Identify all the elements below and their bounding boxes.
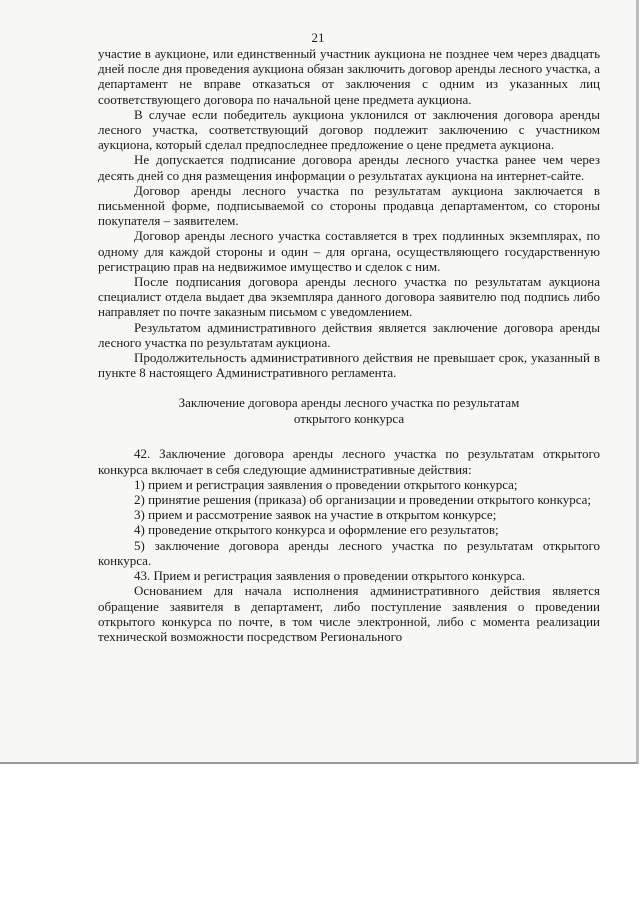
paragraph: Договор аренды лесного участка по результатам аукциона заключается в письменной форме, подписываемой со стороны продавца департаментом, со стороны покупателя – заявителем.: [98, 182, 600, 229]
list-item: 5) заключение договора аренды лесного участка по результатам открытого конкурса.: [98, 537, 600, 568]
list-item: 2) принятие решения (приказа) об организации и проведении открытого конкурса;: [134, 492, 592, 508]
paragraph: Договор аренды лесного участка составляется в трех подлинных экземплярах, по одному для каждой стороны и один – для органа, осуществляющего государственную регистрацию прав на недвижимое имущество и сделок с ним.: [98, 228, 600, 274]
list-item: 1) прием и регистрация заявления о проведении открытого конкурса;: [134, 476, 518, 492]
paragraph: участие в аукционе, или единственный участник аукциона не позднее чем через двадцать дней после дня проведения аукциона обязан заключить договор аренды лесного участка, а департамент не вправе отказаться от заключения с одним из указанных лиц соответствующего договора по начальной цене предмета аукциона.: [98, 46, 600, 107]
blank-margin: [0, 765, 640, 905]
section-heading-line-2: открытого конкурса: [293, 411, 405, 427]
list-item: 3) прием и рассмотрение заявок на участие в открытом конкурсе;: [134, 507, 497, 523]
paragraph: Продолжительность административного действия не превышает срок, указанный в пункте 8 настоящего Административного регламента.: [98, 350, 600, 381]
paragraph: Основанием для начала исполнения административного действия является обращение заявителя в департамент, либо поступление заявления о проведении открытого конкурса по почте, в том числе электронной, либо с момента реализации технической возможности посредством Регионального: [98, 583, 600, 644]
section-heading-line-1: Заключение договора аренды лесного участка по результатам: [178, 395, 520, 411]
paragraph: В случае если победитель аукциона уклонился от заключения договора аренды лесного участка, соответствующий договор подлежит заключению с участником аукциона, который сделал предпоследнее предложение о цене предмета аукциона.: [98, 106, 600, 153]
list-item: 4) проведение открытого конкурса и оформление его результатов;: [134, 522, 499, 538]
paragraph: 43. Прием и регистрация заявления о проведении открытого конкурса.: [134, 568, 526, 584]
page-number: 21: [311, 30, 325, 45]
document-body: [98, 46, 600, 644]
paragraph: Результатом административного действия является заключение договора аренды лесного участка по результатам аукциона.: [98, 319, 600, 350]
paragraph: 42. Заключение договора аренды лесного участка по результатам открытого конкурса включает в себя следующие административные действия:: [98, 446, 600, 477]
paragraph: После подписания договора аренды лесного участка по результатам аукциона специалист отдела выдает два экземпляра данного договора заявителю под подпись либо направляет по почте заказным письмом с уведомлением.: [98, 274, 600, 320]
section-heading: [98, 395, 600, 427]
paragraph: Не допускается подписание договора аренды лесного участка ранее чем через десять дней со дня размещения информации о результатах аукциона на интернет-сайте.: [98, 152, 600, 183]
